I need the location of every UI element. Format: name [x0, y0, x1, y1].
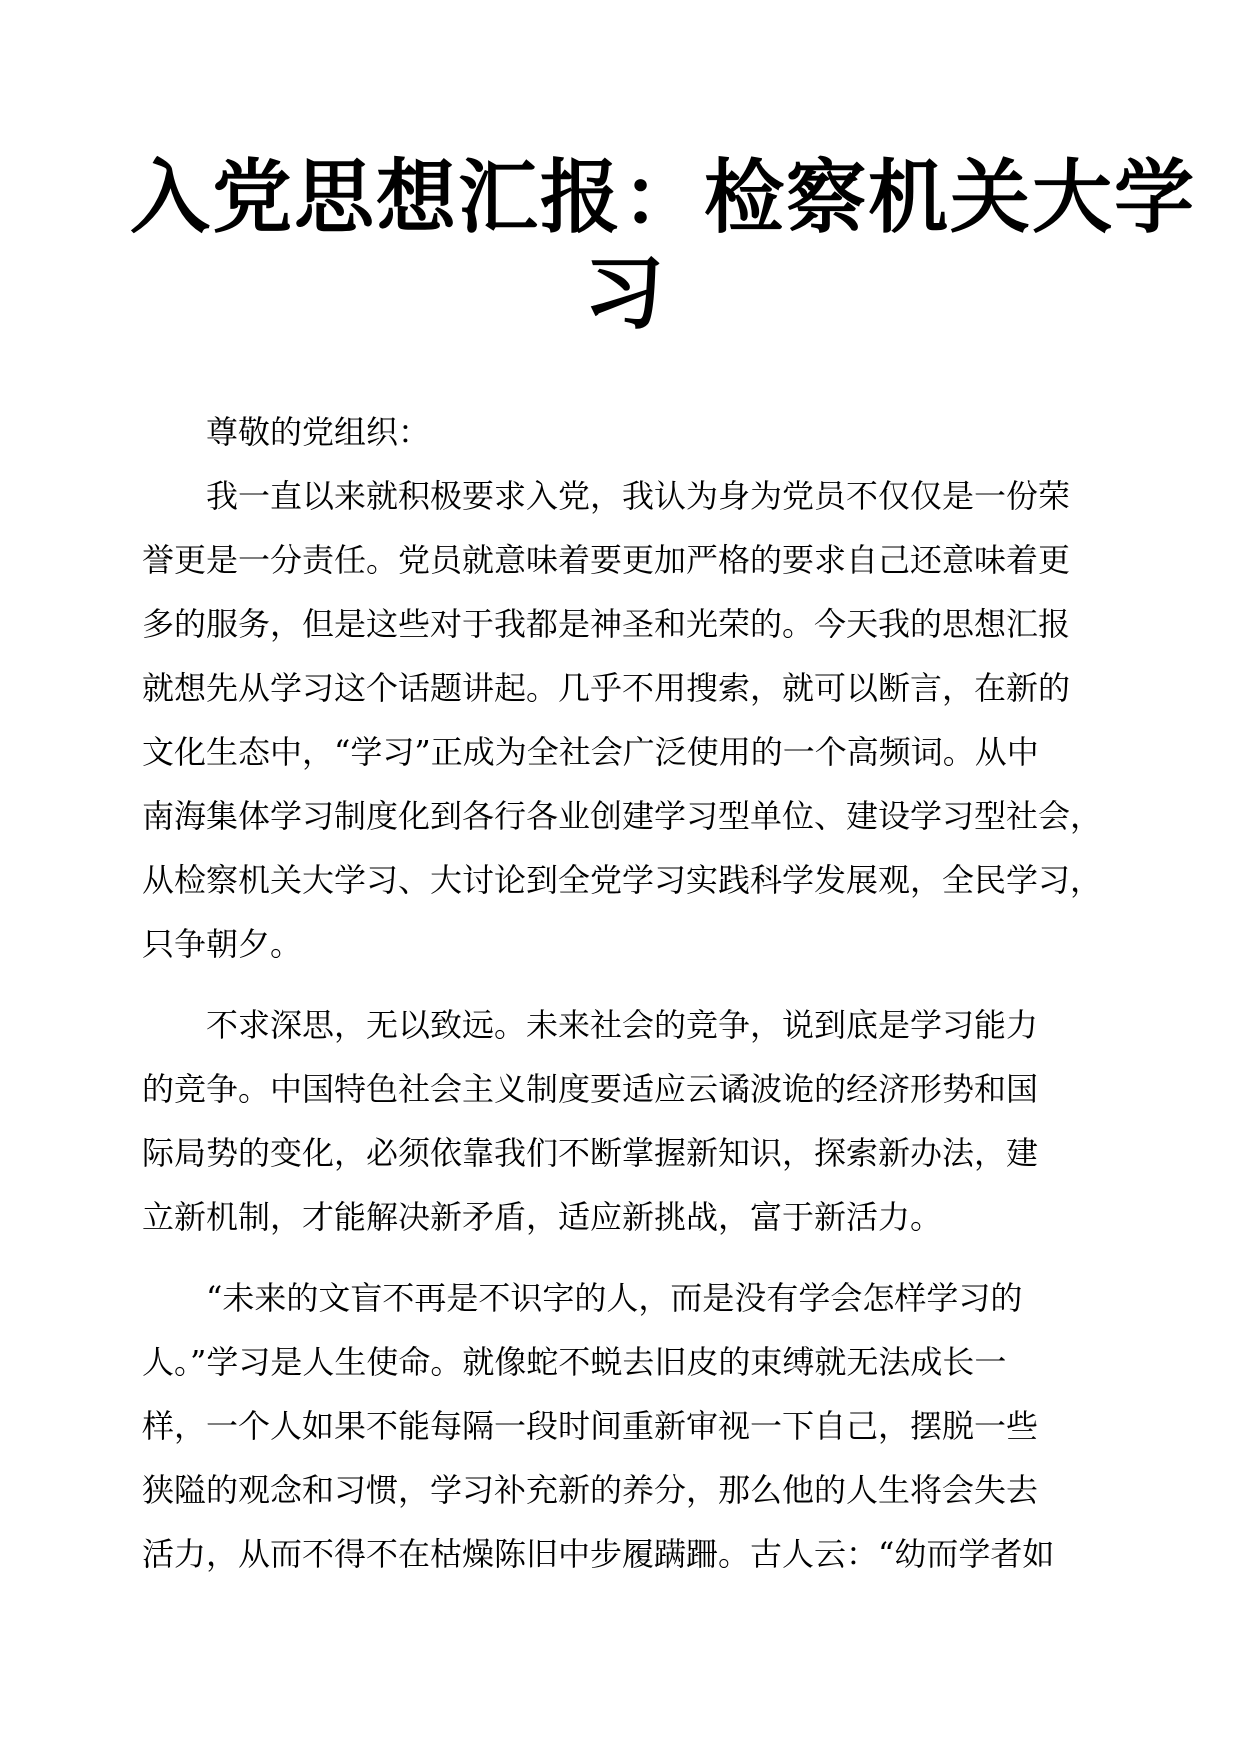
paragraph	[142, 993, 1102, 1249]
text-line: 际局势的变化，必须依靠我们不断掌握新知识，探索新办法，建	[142, 1134, 1039, 1172]
text-line: 样，一个人如果不能每隔一段时间重新审视一下自己，摆脱一些	[142, 1407, 1039, 1445]
text-line: 南海集体学习制度化到各行各业创建学习型单位、建设学习型社会，	[142, 797, 1103, 835]
document-title	[130, 150, 1196, 342]
paragraph	[142, 464, 1102, 976]
document-body	[142, 400, 1102, 1586]
paragraph-gap	[142, 1249, 1102, 1266]
text-line: 的竞争。中国特色社会主义制度要适应云谲波诡的经济形势和国	[142, 1070, 1039, 1108]
text-line: 狭隘的观念和习惯，学习补充新的养分，那么他的人生将会失去	[142, 1471, 1039, 1509]
title-line: 入党思想汇报：检察机关大学	[130, 151, 1196, 244]
text-line: 我一直以来就积极要求入党，我认为身为党员不仅仅是一份荣	[206, 477, 1071, 515]
text-line: 就想先从学习这个话题讲起。几乎不用搜索，就可以断言，在新的	[142, 669, 1071, 707]
text-line: 誉更是一分责任。党员就意味着要更加严格的要求自己还意味着更	[142, 541, 1071, 579]
text-line: 从检察机关大学习、大讨论到全党学习实践科学发展观，全民学习，	[142, 861, 1103, 899]
text-line: 文化生态中，“学习”正成为全社会广泛使用的一个高频词。从中	[142, 733, 1039, 771]
paragraph	[142, 1266, 1102, 1586]
text-line: 多的服务，但是这些对于我都是神圣和光荣的。今天我的思想汇报	[142, 605, 1071, 643]
text-line: “未来的文盲不再是不识字的人，而是没有学会怎样学习的	[206, 1279, 1023, 1317]
text-line: 人。”学习是人生使命。就像蛇不蜕去旧皮的束缚就无法成长一	[142, 1343, 1007, 1381]
text-line: 只争朝夕。	[142, 925, 303, 963]
salutation: 尊敬的党组织：	[206, 413, 431, 451]
paragraph-gap	[142, 976, 1102, 993]
text-line: 不求深思，无以致远。未来社会的竞争，说到底是学习能力	[206, 1006, 1039, 1044]
text-line: 活力，从而不得不在枯燥陈旧中步履蹒跚。古人云：“幼而学者如	[142, 1535, 1055, 1573]
title-line: 习	[584, 247, 666, 340]
text-line: 立新机制，才能解决新矛盾，适应新挑战，富于新活力。	[142, 1198, 943, 1236]
